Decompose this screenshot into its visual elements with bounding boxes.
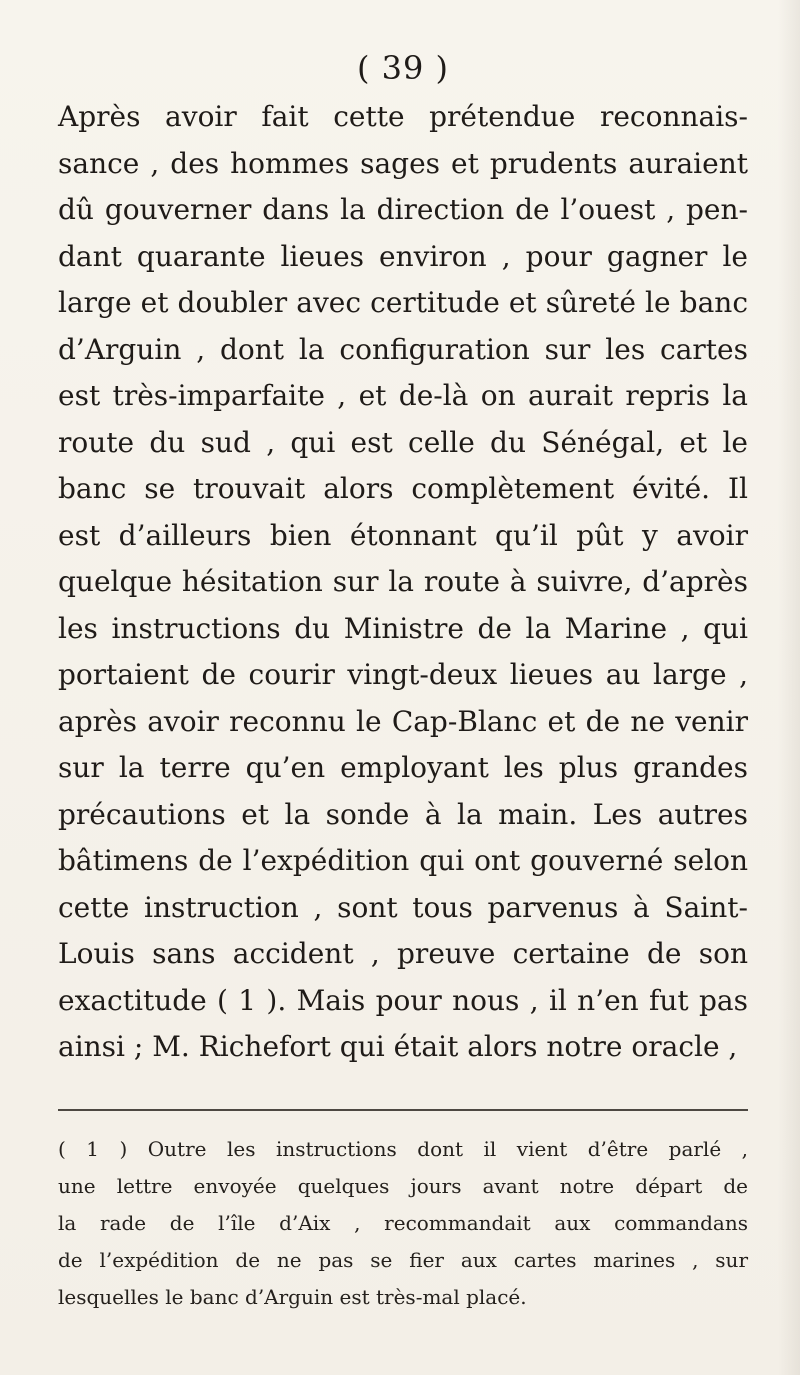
- text-line: route du sud , qui est celle du Sénégal, et le: [58, 425, 748, 459]
- main-text: [58, 94, 748, 1071]
- footnote-line: ( 1 ) Outre les instructions dont il vient d’être parlé ,: [58, 1136, 748, 1161]
- text-line: portaient de courir vingt-deux lieues au large ,: [58, 658, 748, 691]
- text-line: est très-imparfaite , et de-là on aurait repris la: [58, 379, 748, 412]
- page-number: ( 39 ): [356, 49, 450, 87]
- text-line: bâtimens de l’expédition qui ont gouverné selon: [58, 844, 748, 877]
- footnote: [58, 1131, 748, 1316]
- text-line: dû gouverner dans la direction de l’ouest , pen-: [58, 193, 748, 226]
- text-line: banc se trouvait alors complètement évité. Il: [58, 472, 748, 505]
- text-line: exactitude ( 1 ). Mais pour nous , il n’en fut pas: [58, 983, 748, 1017]
- text-line: les instructions du Ministre de la Marine , qui: [58, 611, 748, 645]
- footnote-line: une lettre envoyée quelques jours avant notre départ de: [58, 1173, 748, 1198]
- text-line: sur la terre qu’en employant les plus grandes: [58, 751, 748, 784]
- text-line: après avoir reconnu le Cap-Blanc et de ne venir: [58, 704, 748, 738]
- text-line: précautions et la sonde à la main. Les autres: [58, 797, 748, 831]
- text-line: Après avoir fait cette prétendue reconnais-: [58, 100, 748, 133]
- footnote-divider: [58, 1109, 748, 1111]
- text-line: large et doubler avec certitude et sûreté le banc: [58, 286, 748, 319]
- page-edge-shadow: [778, 0, 800, 1375]
- text-line: sance , des hommes sages et prudents auraient: [58, 146, 748, 180]
- footnote-line: lesquelles le banc d’Arguin est très-mal placé.: [58, 1284, 527, 1309]
- text-line: Louis sans accident , preuve certaine de son: [58, 937, 748, 970]
- text-line: quelque hésitation sur la route à suivre, d’après: [58, 565, 748, 598]
- text-line: est d’ailleurs bien étonnant qu’il pût y avoir: [58, 518, 748, 552]
- footnote-line: de l’expédition de ne pas se fier aux cartes marines , sur: [58, 1247, 748, 1272]
- text-line: dant quarante lieues environ , pour gagner le: [58, 239, 748, 273]
- text-line: cette instruction , sont tous parvenus à Saint-: [58, 890, 748, 924]
- footnote-line: la rade de l’île d’Aix , recommandait aux commandans: [58, 1210, 748, 1235]
- text-line: d’Arguin , dont la configuration sur les cartes: [58, 332, 748, 366]
- text-line: ainsi ; M. Richefort qui était alors notre oracle ,: [58, 1030, 738, 1063]
